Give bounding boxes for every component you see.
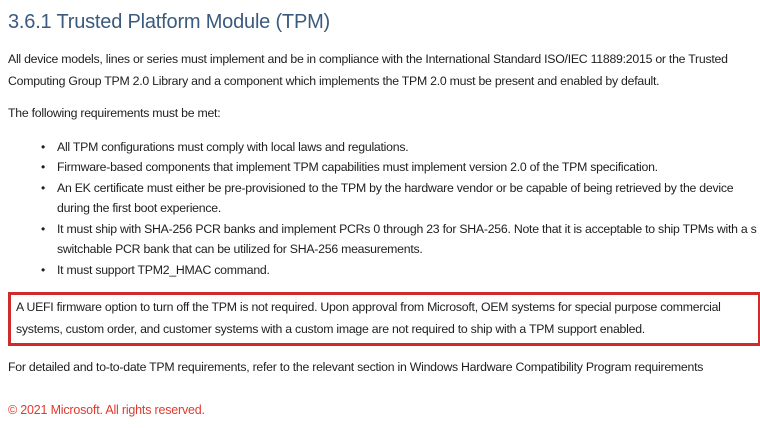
intro-paragraph [8, 49, 760, 92]
closing-paragraph [8, 357, 760, 379]
requirements-lead [8, 103, 760, 125]
list-item-line: switchable PCR bank that can be utilized for SHA-256 measurements. [57, 242, 423, 256]
highlight-line: A UEFI firmware option to turn off the TPM is not required. Upon approval from Microsoft, OEM systems for special purpose commercial [16, 300, 721, 314]
highlight-line: systems, custom order, and customer systems with a custom image are not required to ship with a TPM support enabled. [16, 321, 645, 336]
list-item-line: during the first boot experience. [57, 201, 222, 215]
bullet-icon: • [41, 139, 45, 154]
section-heading: 3.6.1 Trusted Platform Module (TPM) [8, 11, 331, 33]
list-item [8, 178, 760, 219]
list-item-line: It must ship with SHA-256 PCR banks and implement PCRs 0 through 23 for SHA-256. Note that it is acceptable to ship TPMs with a s [57, 221, 757, 236]
bullet-icon: • [41, 262, 45, 277]
requirements-list [8, 137, 760, 281]
bullet-icon: • [41, 180, 45, 195]
list-item [8, 157, 760, 178]
bullet-icon: • [41, 221, 45, 236]
paragraph-line: The following requirements must be met: [8, 106, 221, 120]
list-item [8, 260, 760, 281]
highlight-annotation-box [8, 292, 760, 346]
paragraph-line: All device models, lines or series must implement and be in compliance with the International Standard ISO/IEC 11889:2015 or the Trusted [8, 52, 728, 66]
list-item-line: Firmware-based components that implement TPM capabilities must implement version 2.0 of the TPM specification. [57, 160, 658, 174]
copyright-notice: © 2021 Microsoft. All rights reserved. [8, 403, 205, 417]
list-item-line: All TPM configurations must comply with local laws and regulations. [57, 139, 409, 154]
paragraph-line: Computing Group TPM 2.0 Library and a component which implements the TPM 2.0 must be present and enabled by default. [8, 73, 660, 88]
paragraph-line: For detailed and to-to-date TPM requirements, refer to the relevant section in Windows Hardware Compatibility Program requirements [8, 360, 704, 374]
list-item-line: It must support TPM2_HMAC command. [57, 262, 270, 277]
bullet-icon: • [41, 160, 45, 174]
list-item [8, 219, 760, 260]
list-item-line: An EK certificate must either be pre-provisioned to the TPM by the hardware vendor or be capable of being retrieved by the device [57, 180, 734, 195]
list-item [8, 137, 760, 158]
